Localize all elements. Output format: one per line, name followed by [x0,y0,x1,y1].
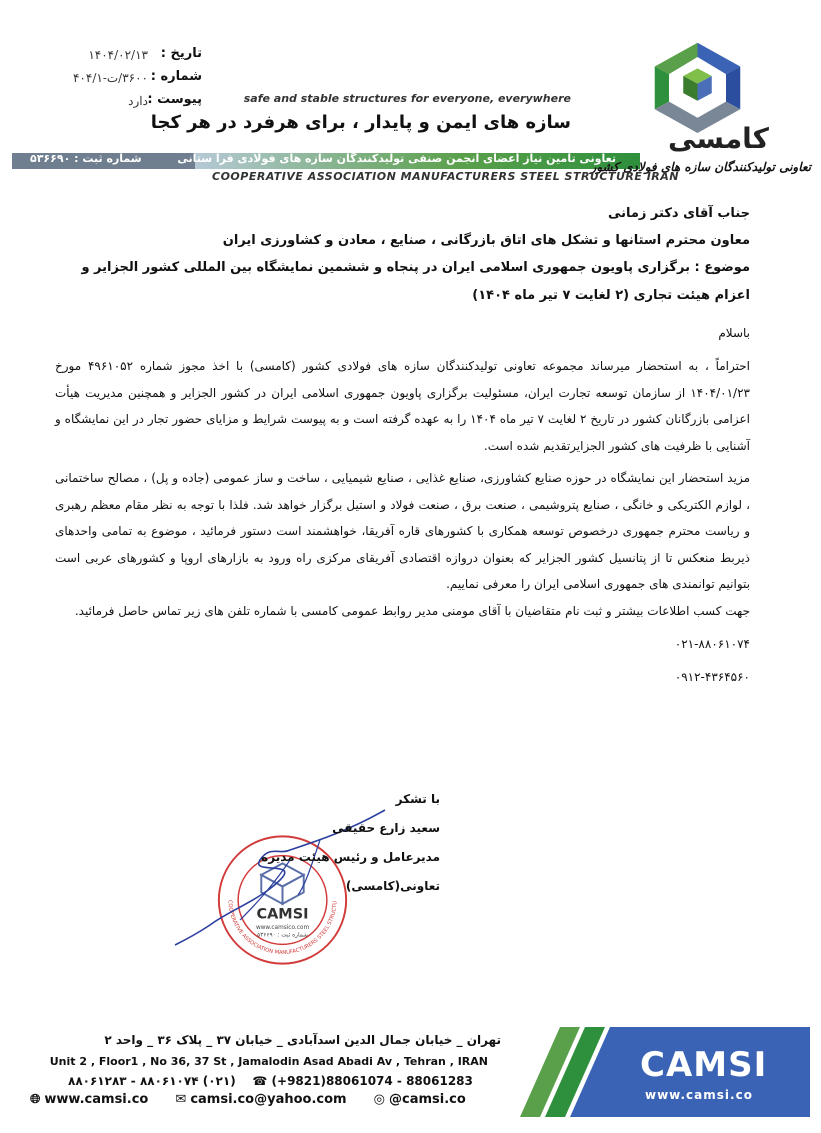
meta-date [25,46,210,69]
meta-attachment-value: دارد [128,94,148,108]
paragraph-3: جهت کسب اطلاعات بیشتر و ثبت نام متقاضیان با آقای مومنی مدیر روابط عمومی کامسی با شماره تلفن های زیر تماس حاصل فرمائید. [74,603,750,618]
footer-brand-web: www.camsi.co [645,1088,753,1102]
contact-links [30,1092,466,1107]
meta-attachment-label: پیوست : [147,92,202,107]
instagram-link[interactable]: @camsi.co [389,1092,466,1107]
tel-persian: (۰۲۱) ۸۸۰۶۱۰۷۴ - ۸۸۰۶۱۲۸۳ [68,1074,236,1088]
instagram-icon: ◎ [373,1092,385,1107]
recipient: جناب آقای دکتر زمانی [607,206,750,221]
subject: موضوع : برگزاری پاویون جمهوری اسلامی ایران در پنجاه و ششمین نمایشگاه بین المللی کشور الجزایر و اعزام هیئت تجاری (۲ لغایت ۷ تیر ماه ۱۴۰۴) [81,260,750,303]
phone-icon: ☎ [252,1074,268,1088]
phone-1: ۰۲۱-۸۸۰۶۱۰۷۴ [674,637,750,651]
coop-name-english: COOPERATIVE ASSOCIATION MANUFACTURERS STEEL STRUCTURE IRAN [212,170,679,183]
signer-name: سعید زارع حقیقی [332,821,440,835]
paragraph-2: مزید استحضار این نمایشگاه در حوزه صنایع کشاورزی، صنایع غذایی ، صنایع شیمیایی ، ساخت و ساز عمومی (جاده و پل) ، مصالح ساختمانی ، لوازم الکتریکی و خانگی ، صنایع پتروشیمی ، صنعت برق ، صنعت فولاد و استیل برگزار خواهد شد. فلذا با توجه به نظر مقام معظم رهبری و ریاست محترم جمهوری درخصوص توسعه همکاری با کشورهای قاره آفریقا، خواهشمند است دستور فرمائید ، موضوع به تمامی واحدهای ذیربط منعکس تا از پتانسیل کشور الجزایر که بعنوان دروازه اقتصادی آفریقای مرکزی راه ورود به بازارهای اروپا و کشورهای عربی است بتوانیم توانمندی های جمهوری اسلامی ایران را معرفی نماییم. [55,471,750,591]
recipient-title: معاون محترم استانها و تشکل های اتاق بازرگانی ، صنایع ، معادن و کشاورزی ایران [222,233,750,248]
globe-icon: 🌐︎ [30,1092,41,1107]
registration-number: شماره ثبت : ۵۳۶۶۹۰ [30,152,142,165]
stamp-ring: COOPERATIVE ASSOCIATION MANUFACTURERS STEEL STRUCTU [226,899,339,957]
meta-date-value: ۱۴۰۴/۰۲/۱۳ [88,48,148,62]
email-link[interactable]: camsi.co@yahoo.com [190,1092,347,1107]
telephones [68,1074,473,1088]
meta-number [25,69,210,92]
meta-date-label: تاریخ : [160,46,202,61]
stamp-reg: شماره ثبت : ۵۳۶۶۹۰ [257,932,308,939]
letter-body [55,200,750,694]
meta-number-label: شماره : [150,69,202,84]
paragraph-1: احتراماً ، به استحضار میرساند مجموعه تعاونی تولیدکنندگان سازه های فولادی کشور (کامسی) با اخذ مجوز شماره ۴۹۶۱۰۵۲ مورخ ۱۴۰۴/۰۱/۲۳ از سازمان توسعه تجارت ایران، مسئولیت برگزاری پاویون جمهوری اسلامی ایران در کشور الجزایر و همچنین مدیریت هیأت اعزامی بازرگانان کشور در تاریخ ۲ لغایت ۷ تیر ماه ۱۴۰۴ را به عهده گرفته است و به پیوست شرایط و مزایای حضور تجار در این نمایشگاه و آشنایی با ظرفیت های کشور الجزایرتقدیم شده است. [55,359,751,453]
closing: با تشکر [395,792,440,806]
stamp-name: CAMSI [256,906,309,923]
mail-icon: ✉ [175,1092,187,1107]
coop-name-persian: تعاونی تولیدکنندگان سازه های فولادی کشور [590,160,811,174]
meta-number-value: ۳۶۰۰/ت-۴۰۴/۱ [72,71,148,85]
address-persian: تهران _ خیابان جمال الدین اسدآبادی _ خیابان ۳۷ _ پلاک ۳۶ _ واحد ۲ [104,1033,501,1047]
tel-english: (+9821)88061074 - 88061283 [271,1074,473,1088]
signature-block [170,785,440,901]
slogan-english: safe and stable structures for everyone, everywhere [243,92,571,105]
phone-2: ۰۹۱۲-۴۳۶۴۵۶۰ [674,670,750,684]
logo-wordmark: کامسی [668,122,769,155]
letter-meta [25,46,210,115]
greeting: باسلام [718,326,750,340]
slogan-persian: سازه های ایمن و پایدار ، برای هرفرد در هر کجا [150,112,571,133]
footer-brand: CAMSI [640,1045,768,1085]
meta-attachment [25,92,210,115]
signer-title: مدیرعامل و رئیس هیئت مدیره تعاونی(کامسی) [261,850,440,893]
stamp-web: www.camsico.com [255,924,310,931]
camsi-logo-icon [650,38,745,133]
address-english: Unit 2 , Floor1 , No 36, 37 St , Jamalodin Asad Abadi Av , Tehran , IRAN [49,1055,488,1068]
band-text: تعاونی تامین نیاز اعضای انجمن صنفی تولیدکنندگان سازه های فولادی فرا ستانی [177,152,616,165]
website-link[interactable]: www.camsi.co [44,1092,149,1107]
